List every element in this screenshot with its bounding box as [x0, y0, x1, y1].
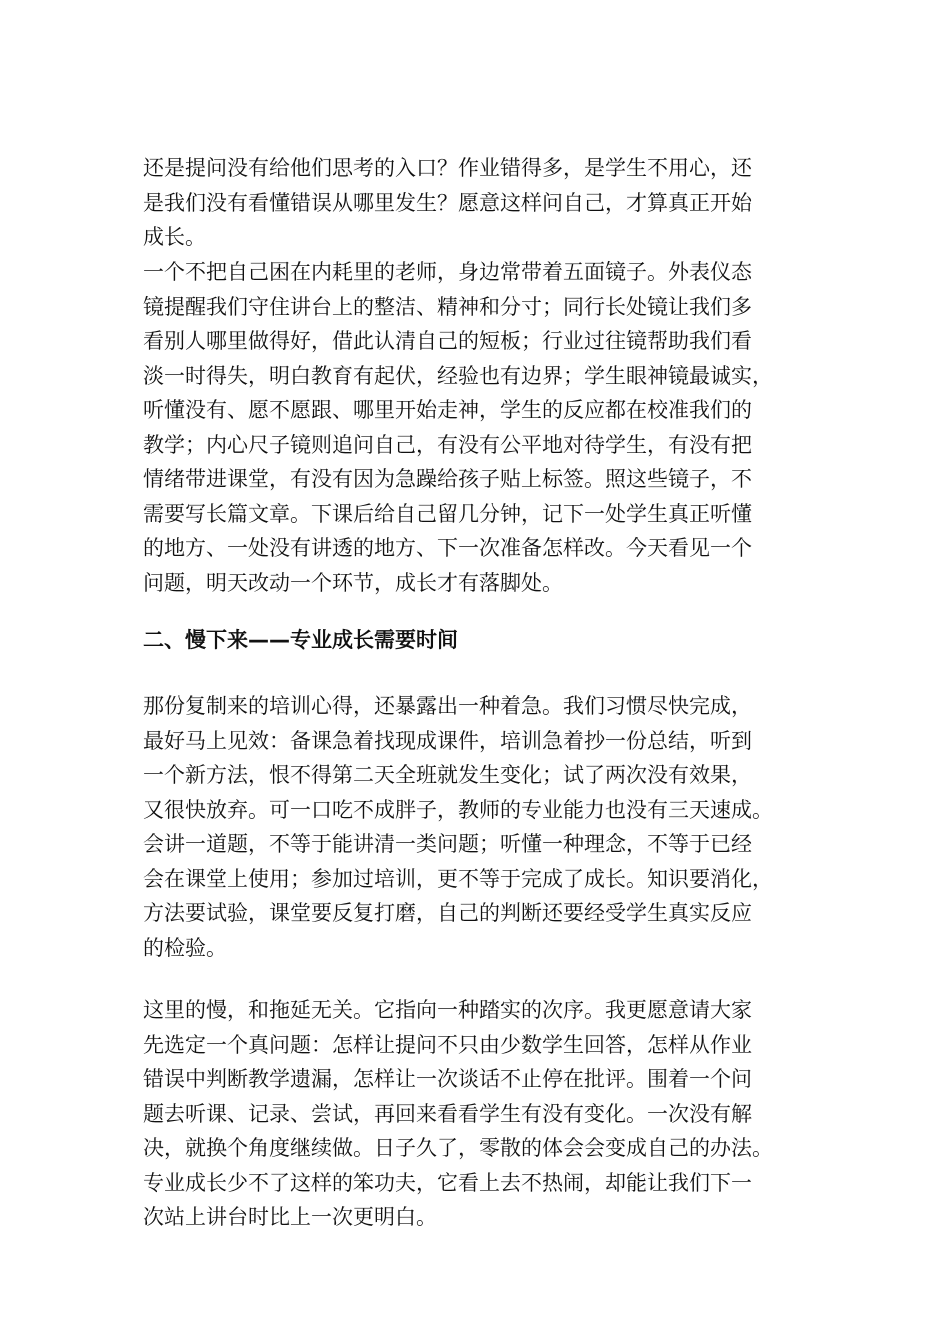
text-line: 又很快放弃。可一口吃不成胖子，教师的专业能力也没有三天速成。	[143, 797, 773, 822]
text-line: 那份复制来的培训心得，还暴露出一种着急。我们习惯尽快完成，	[143, 694, 752, 718]
text-line: 需要写长篇文章。下课后给自己留几分钟，记下一处学生真正听懂	[143, 501, 752, 526]
text-line: 题去听课、记录、尝试，再回来看看学生有没有变化。一次没有解	[143, 1101, 752, 1126]
text-line: 问题，明天改动一个环节，成长才有落脚处。	[143, 570, 563, 595]
text-line: 成长。	[143, 225, 206, 249]
paragraph-slowness	[143, 993, 813, 1235]
text-line: 的检验。	[143, 935, 227, 960]
text-line: 看别人哪里做得好，借此认清自己的短板；行业过往镜帮助我们看	[143, 329, 752, 353]
text-line: 会讲一道题，不等于能讲清一类问题；听懂一种理念，不等于已经	[143, 832, 752, 856]
text-line: 教学；内心尺子镜则追问自己，有没有公平地对待学生，有没有把	[143, 432, 752, 457]
text-line: 还是提问没有给他们思考的入口？作业错得多，是学生不用心，还	[143, 156, 752, 180]
paragraph-five-mirrors	[143, 255, 813, 600]
text-line: 错误中判断教学遗漏，怎样让一次谈话不止停在批评。围着一个问	[143, 1067, 752, 1091]
section-heading: 二、慢下来——专业成长需要时间	[143, 628, 458, 652]
paragraph-hurry	[143, 689, 813, 965]
text-line: 这里的慢，和拖延无关。它指向一种踏实的次序。我更愿意请大家	[143, 998, 752, 1022]
text-line: 情绪带进课堂，有没有因为急躁给孩子贴上标签。照这些镜子，不	[143, 467, 752, 491]
text-line: 专业成长少不了这样的笨功夫，它看上去不热闹，却能让我们下一	[143, 1170, 752, 1195]
text-line: 决，就换个角度继续做。日子久了，零散的体会会变成自己的办法。	[143, 1136, 773, 1160]
text-line: 先选定一个真问题：怎样让提问不只由少数学生回答，怎样从作业	[143, 1032, 752, 1057]
text-line: 最好马上见效：备课急着找现成课件，培训急着抄一份总结，听到	[143, 728, 752, 753]
paragraph-reflection-questions	[143, 151, 813, 255]
text-line: 镜提醒我们守住讲台上的整洁、精神和分寸；同行长处镜让我们多	[143, 294, 752, 319]
text-line: 一个不把自己困在内耗里的老师，身边常带着五面镜子。外表仪态	[143, 260, 752, 284]
text-line: 淡一时得失，明白教育有起伏，经验也有边界；学生眼神镜最诚实，	[143, 363, 773, 388]
text-line: 的地方、一处没有讲透的地方、下一次准备怎样改。今天看见一个	[143, 536, 752, 560]
text-line: 听懂没有、愿不愿跟、哪里开始走神，学生的反应都在校准我们的	[143, 398, 752, 422]
text-line: 一个新方法，恨不得第二天全班就发生变化；试了两次没有效果，	[143, 763, 752, 787]
text-line: 方法要试验，课堂要反复打磨，自己的判断还要经受学生真实反应	[143, 901, 752, 925]
text-line: 是我们没有看懂错误从哪里发生？愿意这样问自己，才算真正开始	[143, 190, 752, 215]
text-line: 次站上讲台时比上一次更明白。	[143, 1205, 437, 1229]
text-line: 会在课堂上使用；参加过培训，更不等于完成了成长。知识要消化，	[143, 866, 773, 891]
